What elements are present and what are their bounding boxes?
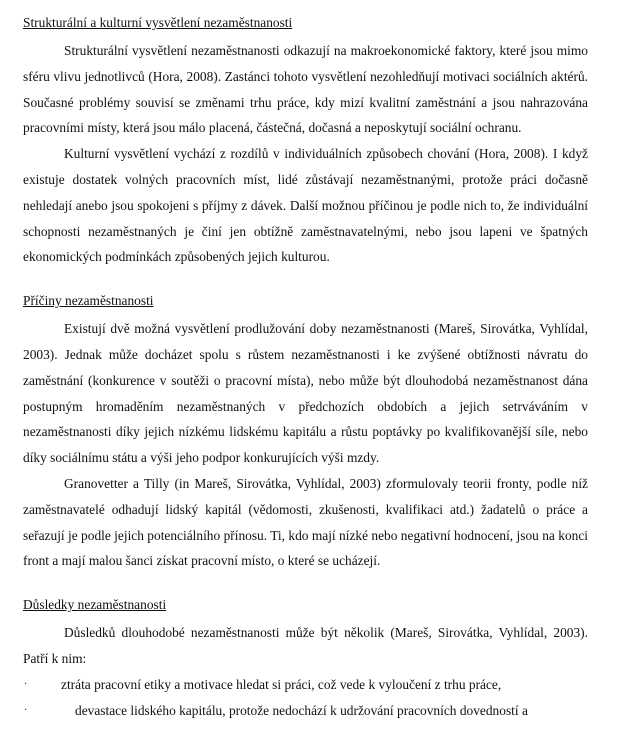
section-heading: Strukturální a kulturní vysvětlení nezaměstnanosti [23,15,293,30]
paragraph: Důsledků dlouhodobé nezaměstnanosti může být několik (Mareš, Sirovátka, Vyhlídal, 2003). Patří k nim: [23,625,588,666]
paragraph: Kulturní vysvětlení vychází z rozdílů v individuálních způsobech chování (Hora, 2008). I když existuje dostatek volných pracovních míst, lidé zůstávají nezaměstnanými, protože práci dočasně nehledají anebo jsou spokojeni s příjmy z dávek. Další možnou příčinou je podle nich to, že individuální schopnosti nezaměstnaných je činí jen obtížně zaměstnavatelnými, nebo jsou lapeni ve špatných ekonomických podmínkách způsobených jejich kulturou. [23,146,588,265]
list-item-text: devastace lidského kapitálu, protože nedochází k udržování pracovních dovedností a [75,702,528,718]
section-consequences [23,596,588,723]
list-item [23,672,588,698]
bullet-marker: · [24,678,28,690]
section-structural-cultural [23,14,588,270]
bullet-list [23,672,588,724]
section-heading: Důsledky nezaměstnanosti [23,597,167,613]
section-causes [23,292,588,574]
bullet-marker: · [24,704,28,716]
list-item [23,698,588,724]
section-heading: Příčiny nezaměstnanosti [23,293,154,309]
paragraph: Strukturální vysvětlení nezaměstnanosti odkazují na makroekonomické faktory, které jsou mimo sféru vlivu jednotlivců (Hora, 2008). Zastánci tohoto vysvětlení nezohledňují motivaci sociálních aktérů. Současné problémy souvisí se změnami trhu práce, kdy mizí kvalitní zaměstnání a jsou nahrazována pracovními místy, která jsou málo placená, částečná, dočasná a neposkytují sociální ochranu. [23,43,588,136]
paragraph: Granovetter a Tilly (in Mareš, Sirovátka, Vyhlídal, 2003) zformulovaly teorii fronty, podle níž zaměstnavatelé odhadují lidský kapitál (vědomosti, zkušenosti, kvalifikaci atd.) žadatelů o práce a seřazují je podle jejich potenciálního přínosu. Ti, kdo mají nízké nebo negativní hodnocení, jsou na konci front a mají malou šanci získat pracovní místo, o které se ucházejí. [23,475,588,569]
list-item-text: ztráta pracovní etiky a motivace hledat si práci, což vede k vyloučení z trhu práce, [61,676,502,692]
paragraph: Existují dvě možná vysvětlení prodlužování doby nezaměstnanosti (Mareš, Sirovátka, Vyhlídal, 2003). Jednak může docházet spolu s růstem nezaměstnanosti i ke zvýšené obtížnosti návratu do zaměstnání (konkurence v soutěži o pracovní místa), nebo může být dlouhodobá nezaměstnanost dána postupným hromaděním nezaměstnaných v předchozích obdobích a jejich setrváváním v nezaměstnanosti díky jejich nízkému lidskému kapitálu a růstu poptávky po kvalifikovanější síle, nebo díky sociálnímu státu a výši jeho podpor konkurujících výši mzdy. [23,321,588,466]
